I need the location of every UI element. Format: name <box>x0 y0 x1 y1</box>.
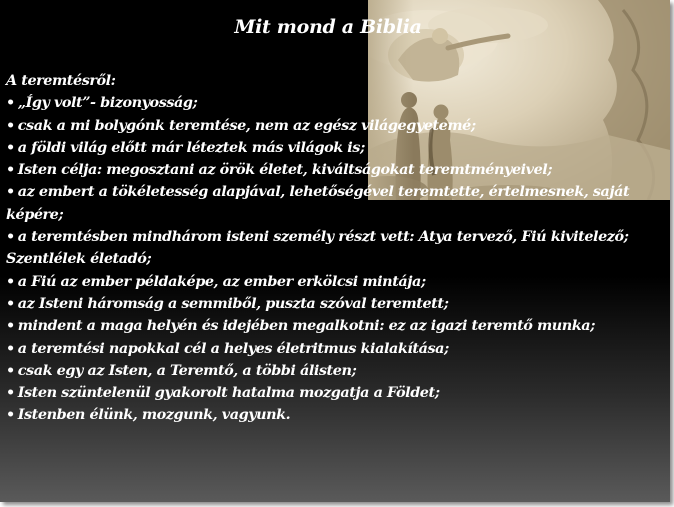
bullet-item <box>6 271 656 293</box>
bullet-item <box>6 137 656 159</box>
bullet-item <box>6 293 656 315</box>
bullet-glyph: • <box>6 294 15 312</box>
bullet-item <box>6 404 656 426</box>
bullet-glyph: • <box>6 116 15 134</box>
bullet-glyph: • <box>6 272 15 290</box>
bullet-text: az embert a tökéletesség alapjával, lehetőségével teremtette, értelmesnek, saját képére; <box>6 183 630 223</box>
bullet-text: csak a mi bolygónk teremtése, nem az egész világegyetemé; <box>17 116 476 134</box>
bullet-item <box>6 181 656 226</box>
bullet-item <box>6 159 656 181</box>
bullet-text: Isten szüntelenül gyakorolt hatalma mozgatja a Földet; <box>17 384 440 402</box>
bullet-text: Istenben élünk, mozgunk, vagyunk. <box>17 406 291 424</box>
bullet-glyph: • <box>6 161 15 179</box>
bullet-glyph: • <box>6 339 15 357</box>
bullet-glyph: • <box>6 94 15 112</box>
bullet-text: a teremtésben mindhárom isteni személy részt vett: Atya tervező, Fiú kivitelező; Szentlélek életadó; <box>6 228 629 268</box>
bullet-item <box>6 315 656 337</box>
bullet-glyph: • <box>6 317 15 335</box>
bullet-text: mindent a maga helyén és idejében megalkotni: ez az igazi teremtő munka; <box>17 317 596 335</box>
bullet-glyph: • <box>6 384 15 402</box>
bullet-glyph: • <box>6 228 15 246</box>
bullet-glyph: • <box>6 138 15 156</box>
bullet-item <box>6 92 656 114</box>
bullet-glyph: • <box>6 406 15 424</box>
slide-body <box>6 70 656 427</box>
slide-title: Mit mond a Biblia <box>234 16 422 38</box>
bullet-item <box>6 338 656 360</box>
bullet-text: az Isteni háromság a semmiből, puszta szóval teremtett; <box>17 294 449 312</box>
bullet-text: a Fiú az ember példaképe, az ember erkölcsi mintája; <box>17 272 426 290</box>
bullet-list <box>6 92 656 426</box>
bullet-item <box>6 115 656 137</box>
bullet-item <box>6 382 656 404</box>
bullet-item <box>6 226 656 271</box>
bullet-item <box>6 360 656 382</box>
bullet-text: a földi világ előtt már léteztek más világok is; <box>17 138 365 156</box>
bullet-text: Isten célja: megosztani az örök életet, kiváltságokat teremtményeivel; <box>17 161 553 179</box>
bullet-glyph: • <box>6 183 15 201</box>
bullet-text: „Így volt”- bizonyosság; <box>17 94 198 112</box>
section-heading: A teremtésről: <box>6 72 116 89</box>
bullet-glyph: • <box>6 361 15 379</box>
bullet-text: a teremtési napokkal cél a helyes életritmus kialakítása; <box>17 339 449 357</box>
bullet-text: csak egy az Isten, a Teremtő, a többi álisten; <box>17 361 357 379</box>
